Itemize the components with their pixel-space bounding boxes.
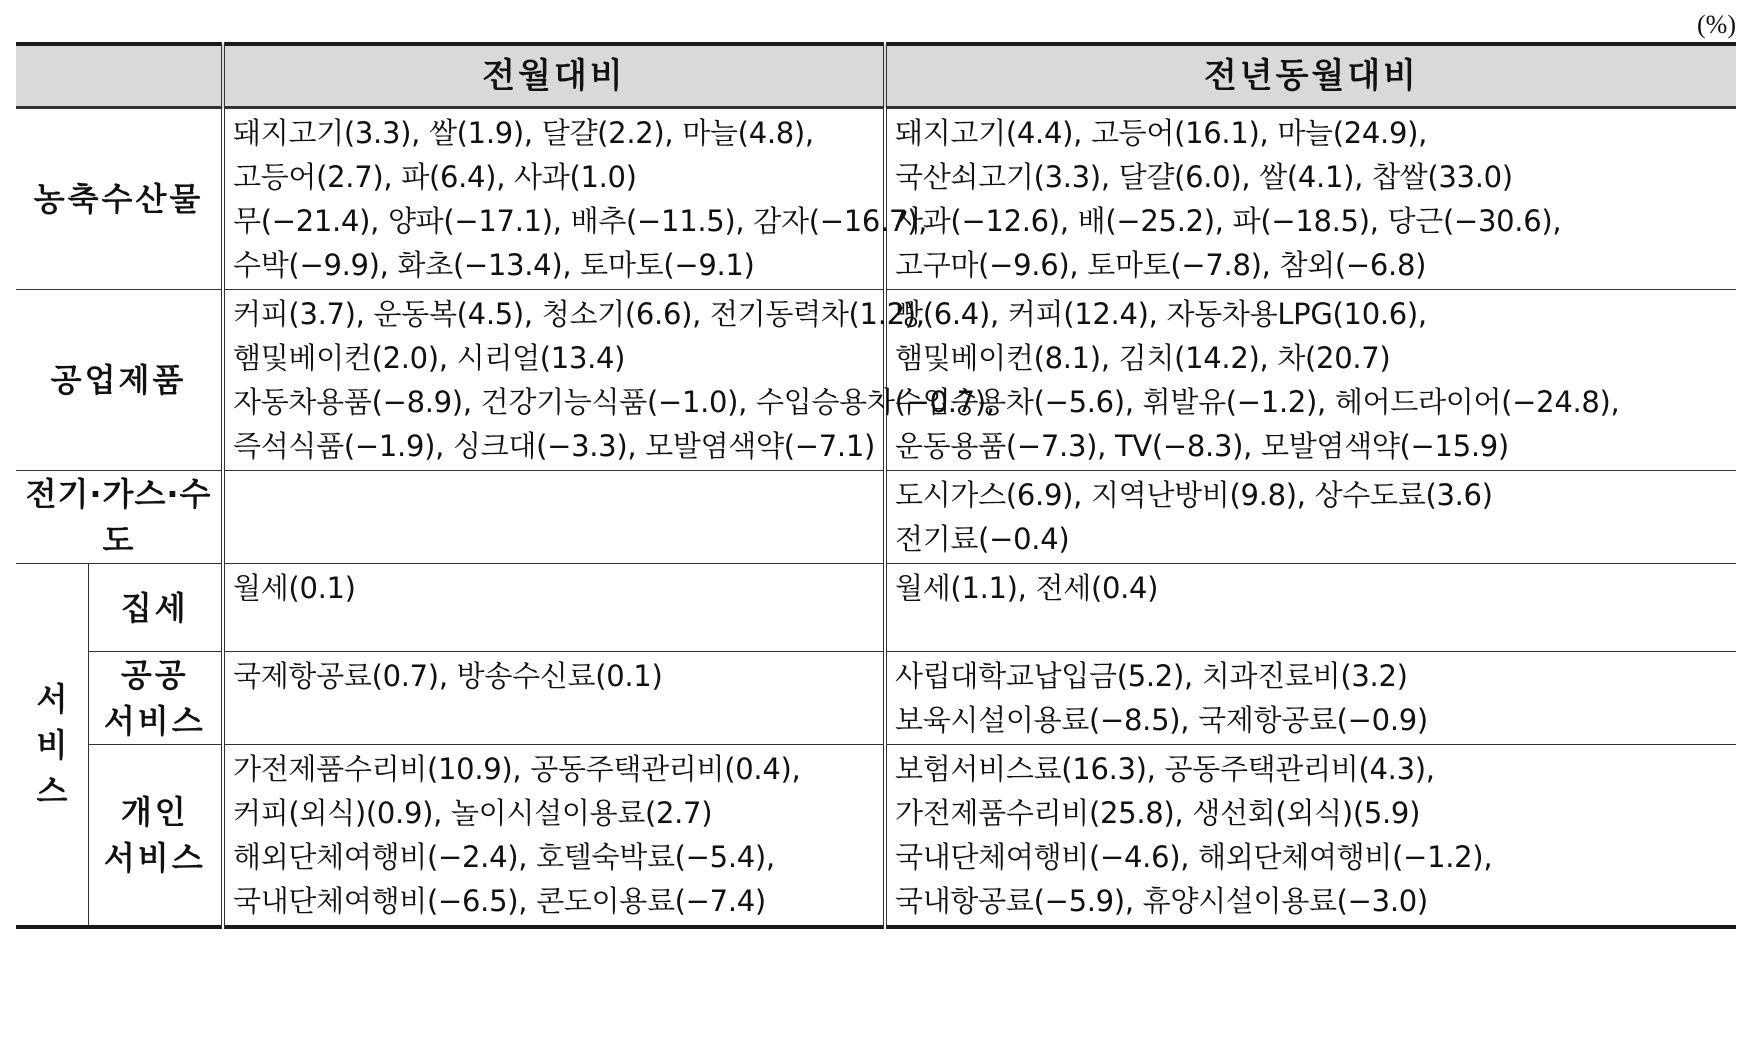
services-label-char: 서	[36, 679, 68, 718]
header-row	[16, 44, 1736, 108]
header-yoy: 전년동월대비	[885, 44, 1736, 108]
cell-public-mom	[223, 652, 885, 745]
text-line: 햄및베이컨(2.0), 시리얼(13.4)	[233, 341, 626, 375]
services-label-char: 스	[36, 771, 68, 810]
row-label-services	[16, 564, 88, 928]
text-line: 사과(−12.6), 배(−25.2), 파(−18.5), 당근(−30.6),	[895, 204, 1562, 238]
row-personal-services	[16, 745, 1736, 928]
cell-personal-yoy	[885, 745, 1736, 928]
text-line: 돼지고기(4.4), 고등어(16.1), 마늘(24.9),	[895, 116, 1428, 150]
cell-utilities-yoy	[885, 471, 1736, 564]
text-line: 월세(0.1)	[233, 571, 356, 605]
text-line: 국내항공료(−5.9), 휴양시설이용료(−3.0)	[895, 884, 1428, 918]
unit-label: (%)	[1697, 10, 1736, 39]
text-line: 국내단체여행비(−4.6), 해외단체여행비(−1.2),	[895, 840, 1493, 874]
row-label-industrial: 공업제품	[16, 290, 223, 471]
cell-agri-mom	[223, 108, 928, 290]
text-line: 보험서비스료(16.3), 공동주택관리비(4.3),	[895, 752, 1435, 786]
text-line: 수입승용차(−5.6), 휘발유(−1.2), 헤어드라이어(−24.8),	[895, 385, 1620, 419]
row-utilities	[16, 471, 1736, 564]
cell-utilities-mom	[223, 471, 885, 564]
services-label-char: 비	[36, 725, 68, 764]
row-public-services	[16, 652, 1736, 745]
text-line: 국산쇠고기(3.3), 달걀(6.0), 쌀(4.1), 찹쌀(33.0)	[895, 160, 1513, 194]
cell-rent-yoy	[885, 564, 1736, 652]
text-line: 사립대학교납입금(5.2), 치과진료비(3.2)	[895, 659, 1408, 693]
text-line: 커피(3.7), 운동복(4.5), 청소기(6.6), 전기동력차(1.2),	[233, 297, 925, 331]
label-line: 서비스	[103, 702, 206, 740]
header-mom: 전월대비	[223, 44, 885, 108]
cell-rent-mom	[223, 564, 885, 652]
label-line: 공공	[120, 656, 189, 694]
text-line: 운동용품(−7.3), TV(−8.3), 모발염색약(−15.9)	[895, 429, 1509, 463]
text-line: 전기료(−0.4)	[895, 522, 1070, 556]
row-industrial	[16, 290, 1736, 471]
cell-public-yoy	[885, 652, 1736, 745]
text-line: 해외단체여행비(−2.4), 호텔숙박료(−5.4),	[233, 840, 775, 874]
row-agri	[16, 108, 1736, 290]
text-line: 고구마(−9.6), 토마토(−7.8), 참외(−6.8)	[895, 248, 1427, 282]
text-line: 보육시설이용료(−8.5), 국제항공료(−0.9)	[895, 703, 1428, 737]
text-line: 돼지고기(3.3), 쌀(1.9), 달걀(2.2), 마늘(4.8),	[233, 116, 814, 150]
text-line: 커피(외식)(0.9), 놀이시설이용료(2.7)	[233, 796, 713, 830]
row-label-agri: 농축수산물	[16, 108, 223, 290]
cell-agri-yoy	[885, 108, 1736, 290]
text-line: 국제항공료(0.7), 방송수신료(0.1)	[233, 659, 663, 693]
text-line: 가전제품수리비(25.8), 생선회(외식)(5.9)	[895, 796, 1421, 830]
text-line: 월세(1.1), 전세(0.4)	[895, 571, 1159, 605]
cell-personal-mom	[223, 745, 885, 928]
label-line: 개인	[120, 793, 189, 831]
text-line: 햄및베이컨(8.1), 김치(14.2), 차(20.7)	[895, 341, 1391, 375]
text-line: 자동차용품(−8.9), 건강기능식품(−1.0), 수입승용차(−0.7),	[233, 385, 995, 419]
text-line: 국내단체여행비(−6.5), 콘도이용료(−7.4)	[233, 884, 766, 918]
text-line: 즉석식품(−1.9), 싱크대(−3.3), 모발염색약(−7.1)	[233, 429, 875, 463]
text-line: 고등어(2.7), 파(6.4), 사과(1.0)	[233, 160, 637, 194]
text-line: 가전제품수리비(10.9), 공동주택관리비(0.4),	[233, 752, 801, 786]
header-corner-cell	[16, 44, 223, 108]
text-line: 도시가스(6.9), 지역난방비(9.8), 상수도료(3.6)	[895, 478, 1493, 512]
row-label-utilities: 전기·가스·수도	[16, 471, 223, 564]
cell-industrial-yoy	[885, 290, 1736, 471]
row-label-public-services	[88, 652, 223, 745]
text-line: 수박(−9.9), 화초(−13.4), 토마토(−9.1)	[233, 248, 755, 282]
row-label-rent: 집세	[88, 564, 223, 652]
text-line: 무(−21.4), 양파(−17.1), 배추(−11.5), 감자(−16.7),	[233, 204, 928, 238]
row-rent	[16, 564, 1736, 652]
label-line: 서비스	[103, 839, 206, 877]
price-change-table	[16, 42, 1736, 929]
cell-industrial-mom	[223, 290, 995, 471]
row-label-personal-services	[88, 745, 223, 928]
text-line: 빵(6.4), 커피(12.4), 자동차용LPG(10.6),	[895, 297, 1427, 331]
